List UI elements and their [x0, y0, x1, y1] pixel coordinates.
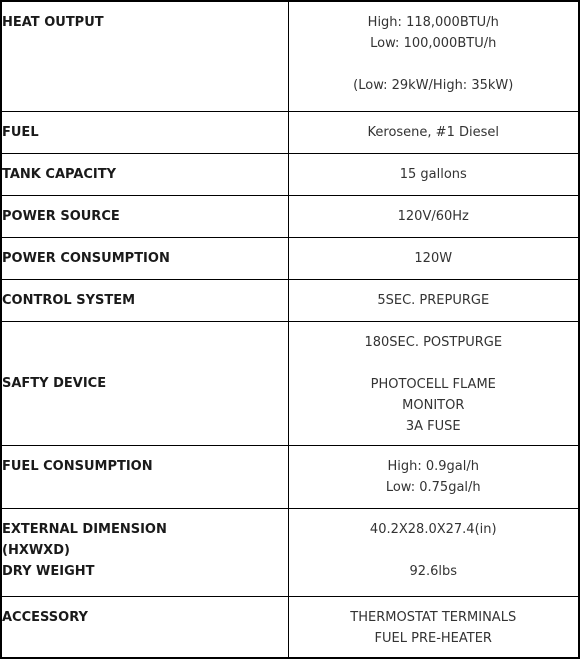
external-dimension-value: 40.2X28.0X27.4(in)	[369, 521, 497, 537]
safety-fuse: 3A FUSE	[405, 418, 461, 434]
safety-photocell: PHOTOCELL FLAME	[370, 376, 496, 392]
accessory-thermostat: THERMOSTAT TERMINALS	[350, 609, 517, 625]
power-source-label: POWER SOURCE	[1, 195, 288, 237]
fuel-consumption-label: FUEL CONSUMPTION	[1, 445, 288, 508]
power-consumption-label: POWER CONSUMPTION	[1, 237, 288, 279]
table-row-power-consumption	[1, 237, 579, 279]
fuel-consumption-high: High: 0.9gal/h	[387, 458, 479, 474]
safety-device-label: SAFTY DEVICE	[1, 321, 288, 445]
control-system-value: 5SEC. PREPURGE	[288, 279, 579, 321]
dry-weight-value: 92.6lbs	[409, 563, 458, 579]
table-row-control-system	[1, 279, 579, 321]
heat-output-kw: (Low: 29kW/High: 35kW)	[353, 78, 514, 93]
fuel-label: FUEL	[1, 111, 288, 153]
safety-device-value	[288, 321, 579, 445]
power-consumption-value: 120W	[288, 237, 579, 279]
accessory-value	[288, 596, 579, 658]
power-source-value: 120V/60Hz	[288, 195, 579, 237]
tank-capacity-label: TANK CAPACITY	[1, 153, 288, 195]
table-row-dimension-weight	[1, 508, 579, 596]
heat-output-low: Low: 100,000BTU/h	[370, 36, 497, 51]
external-dimension-label: EXTERNAL DIMENSION	[2, 521, 167, 537]
table-row-accessory	[1, 596, 579, 658]
table-row-safety-device	[1, 321, 579, 445]
dimension-weight-label	[1, 508, 288, 596]
table-row-power-source	[1, 195, 579, 237]
heat-output-high: High: 118,000BTU/h	[367, 15, 499, 30]
dimension-weight-value	[288, 508, 579, 596]
spacer	[289, 353, 579, 374]
fuel-value: Kerosene, #1 Diesel	[288, 111, 579, 153]
control-system-label: CONTROL SYSTEM	[1, 279, 288, 321]
spacer	[289, 540, 579, 561]
table-row-tank-capacity	[1, 153, 579, 195]
accessory-label: ACCESSORY	[1, 596, 288, 658]
fuel-consumption-value	[288, 445, 579, 508]
safety-postpurge: 180SEC. POSTPURGE	[364, 334, 503, 350]
accessory-preheater: FUEL PRE-HEATER	[374, 630, 492, 646]
safety-monitor: MONITOR	[402, 397, 465, 413]
heat-output-value	[288, 1, 579, 111]
hxwxd-label: (HXWXD)	[2, 542, 70, 558]
table-row-fuel-consumption	[1, 445, 579, 508]
spacer	[289, 54, 579, 75]
table-row-fuel	[1, 111, 579, 153]
fuel-consumption-low: Low: 0.75gal/h	[385, 479, 481, 495]
dry-weight-label: DRY WEIGHT	[2, 563, 95, 579]
table-row-heat-output	[1, 1, 579, 111]
tank-capacity-value: 15 gallons	[288, 153, 579, 195]
heat-output-label: HEAT OUTPUT	[1, 1, 288, 111]
